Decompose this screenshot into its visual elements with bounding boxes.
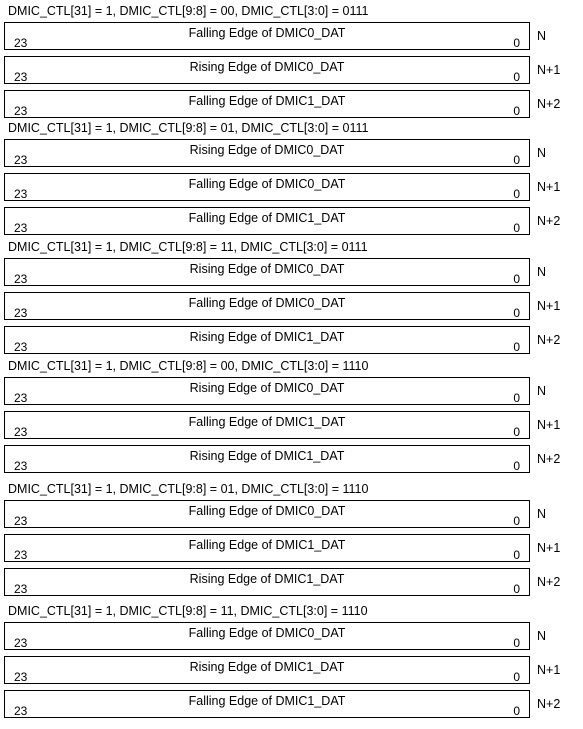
slot-label: Falling Edge of DMIC0_DAT <box>188 26 346 40</box>
sample-slot <box>4 377 530 405</box>
bit-high-label: 23 <box>14 391 28 405</box>
slot-label: Rising Edge of DMIC1_DAT <box>189 449 345 463</box>
slot-index: N+2 <box>537 452 561 466</box>
slot-label: Rising Edge of DMIC1_DAT <box>189 660 345 674</box>
bit-low-label: 0 <box>513 272 520 286</box>
sample-slot <box>4 292 530 320</box>
slot-label: Falling Edge of DMIC1_DAT <box>188 694 346 708</box>
slot-label: Rising Edge of DMIC0_DAT <box>189 143 345 157</box>
bit-high-label: 23 <box>14 636 28 650</box>
bit-low-label: 0 <box>513 548 520 562</box>
slot-index: N+2 <box>537 333 561 347</box>
sample-slot <box>4 139 530 167</box>
slot-index: N+2 <box>537 214 561 228</box>
sample-slot <box>4 568 530 596</box>
bit-low-label: 0 <box>513 514 520 528</box>
bit-low-label: 0 <box>513 36 520 50</box>
bit-high-label: 23 <box>14 221 28 235</box>
bit-high-label: 23 <box>14 548 28 562</box>
bit-low-label: 0 <box>513 153 520 167</box>
bit-low-label: 0 <box>513 104 520 118</box>
slot-index: N <box>537 629 547 643</box>
bit-low-label: 0 <box>513 459 520 473</box>
sample-slot <box>4 622 530 650</box>
bit-high-label: 23 <box>14 514 28 528</box>
bit-high-label: 23 <box>14 187 28 201</box>
slot-index: N <box>537 29 547 43</box>
config-header: DMIC_CTL[31] = 1, DMIC_CTL[9:8] = 11, DMIC_CTL[3:0] = 1110 <box>8 604 368 618</box>
slot-index: N+1 <box>537 541 561 555</box>
config-header: DMIC_CTL[31] = 1, DMIC_CTL[9:8] = 00, DMIC_CTL[3:0] = 1110 <box>8 359 369 373</box>
sample-slot <box>4 90 530 118</box>
bit-high-label: 23 <box>14 340 28 354</box>
slot-index: N <box>537 265 547 279</box>
sample-slot <box>4 326 530 354</box>
bit-low-label: 0 <box>513 582 520 596</box>
bit-high-label: 23 <box>14 670 28 684</box>
slot-label: Falling Edge of DMIC1_DAT <box>188 415 346 429</box>
bit-low-label: 0 <box>513 391 520 405</box>
slot-index: N+1 <box>537 418 561 432</box>
sample-slot <box>4 258 530 286</box>
slot-label: Rising Edge of DMIC1_DAT <box>189 330 345 344</box>
bit-low-label: 0 <box>513 425 520 439</box>
bit-low-label: 0 <box>513 306 520 320</box>
bit-low-label: 0 <box>513 221 520 235</box>
bit-high-label: 23 <box>14 153 28 167</box>
sample-slot <box>4 56 530 84</box>
config-header: DMIC_CTL[31] = 1, DMIC_CTL[9:8] = 00, DMIC_CTL[3:0] = 0111 <box>8 4 369 18</box>
bit-high-label: 23 <box>14 70 28 84</box>
slot-index: N <box>537 507 547 521</box>
sample-slot <box>4 445 530 473</box>
config-header: DMIC_CTL[31] = 1, DMIC_CTL[9:8] = 01, DMIC_CTL[3:0] = 1110 <box>8 482 369 496</box>
slot-label: Falling Edge of DMIC0_DAT <box>188 504 346 518</box>
bit-high-label: 23 <box>14 704 28 718</box>
bit-high-label: 23 <box>14 272 28 286</box>
slot-index: N+1 <box>537 63 561 77</box>
bit-low-label: 0 <box>513 636 520 650</box>
slot-index: N <box>537 146 547 160</box>
sample-slot <box>4 22 530 50</box>
sample-slot <box>4 411 530 439</box>
slot-label: Rising Edge of DMIC0_DAT <box>189 262 345 276</box>
slot-label: Rising Edge of DMIC0_DAT <box>189 381 345 395</box>
bit-high-label: 23 <box>14 36 28 50</box>
config-header: DMIC_CTL[31] = 1, DMIC_CTL[9:8] = 11, DMIC_CTL[3:0] = 0111 <box>8 240 368 254</box>
config-header: DMIC_CTL[31] = 1, DMIC_CTL[9:8] = 01, DMIC_CTL[3:0] = 0111 <box>8 121 369 135</box>
slot-index: N+2 <box>537 697 561 711</box>
slot-label: Falling Edge of DMIC0_DAT <box>188 626 346 640</box>
slot-label: Falling Edge of DMIC1_DAT <box>188 94 346 108</box>
sample-slot <box>4 173 530 201</box>
sample-slot <box>4 207 530 235</box>
sample-slot <box>4 500 530 528</box>
bit-low-label: 0 <box>513 340 520 354</box>
sample-slot <box>4 534 530 562</box>
slot-index: N <box>537 384 547 398</box>
slot-label: Falling Edge of DMIC1_DAT <box>188 538 346 552</box>
slot-index: N+1 <box>537 299 561 313</box>
slot-label: Rising Edge of DMIC1_DAT <box>189 572 345 586</box>
slot-index: N+1 <box>537 180 561 194</box>
bit-high-label: 23 <box>14 425 28 439</box>
sample-slot <box>4 690 530 718</box>
bit-high-label: 23 <box>14 104 28 118</box>
bit-low-label: 0 <box>513 704 520 718</box>
bit-high-label: 23 <box>14 306 28 320</box>
slot-label: Rising Edge of DMIC0_DAT <box>189 60 345 74</box>
slot-label: Falling Edge of DMIC1_DAT <box>188 211 346 225</box>
slot-index: N+2 <box>537 97 561 111</box>
bit-low-label: 0 <box>513 670 520 684</box>
slot-index: N+1 <box>537 663 561 677</box>
bit-high-label: 23 <box>14 459 28 473</box>
sample-slot <box>4 656 530 684</box>
bit-low-label: 0 <box>513 70 520 84</box>
slot-label: Falling Edge of DMIC0_DAT <box>188 296 346 310</box>
slot-index: N+2 <box>537 575 561 589</box>
bit-high-label: 23 <box>14 582 28 596</box>
bit-low-label: 0 <box>513 187 520 201</box>
slot-label: Falling Edge of DMIC0_DAT <box>188 177 346 191</box>
